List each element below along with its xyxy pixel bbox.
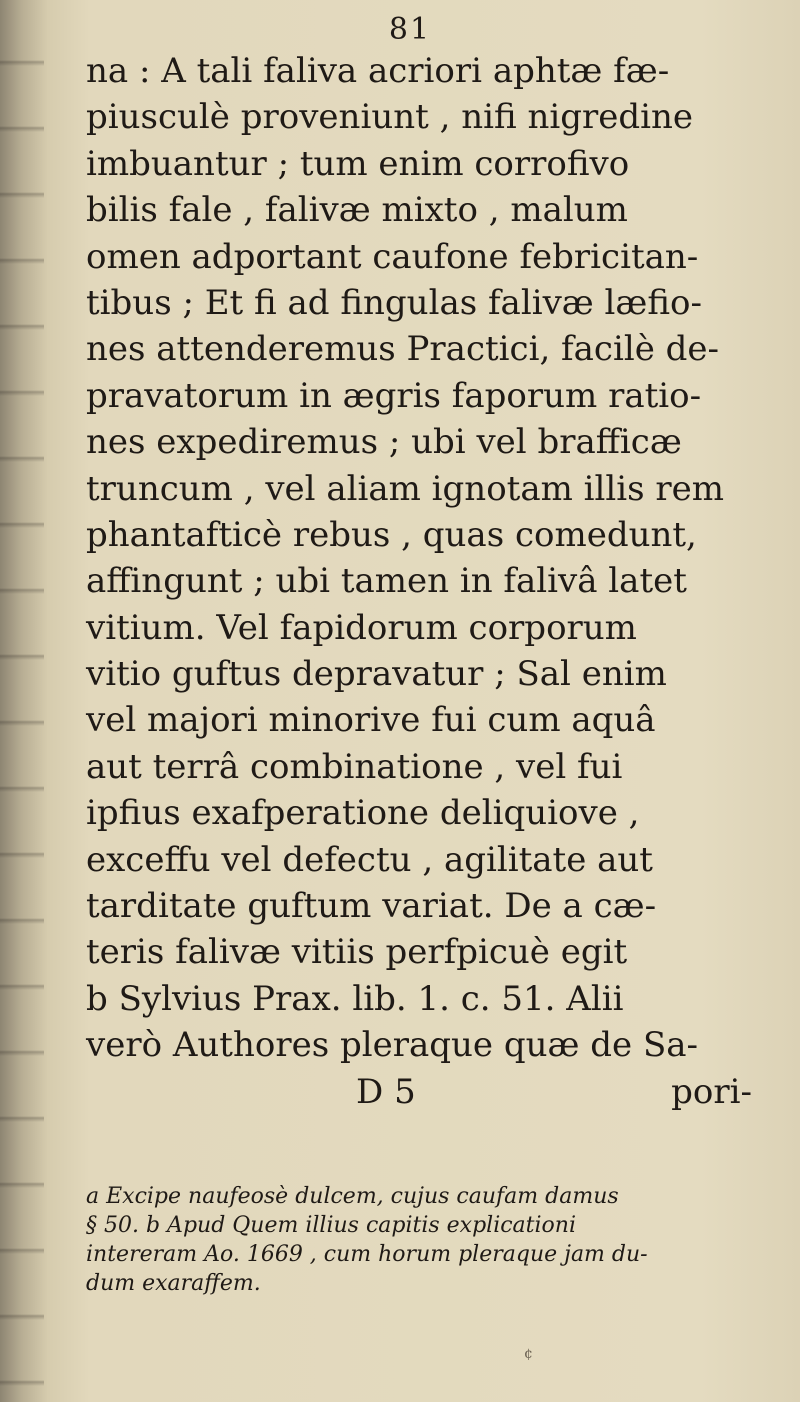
footnote-line: dum exaraffem. xyxy=(86,1271,261,1296)
text-line: pravatorum in ægris faporum ratio- xyxy=(86,375,702,416)
text-line: truncum , vel aliam ignotam illis rem xyxy=(86,468,725,509)
text-line: bilis fale , falivæ mixto , malum xyxy=(86,190,628,231)
text-line: na : A tali faliva acriori aphtæ fæ- xyxy=(86,51,670,91)
footnote-line: § 50. b Apud Quem illius capitis explicationi xyxy=(86,1213,577,1238)
text-line: imbuantur ; tum enim corrofivo xyxy=(86,143,630,184)
text-line: affingunt ; ubi tamen in falivâ latet xyxy=(86,561,687,602)
footnotes xyxy=(86,1182,786,1298)
catchword: pori- xyxy=(671,1071,752,1112)
text-line: b Sylvius Prax. lib. 1. c. 51. Alii xyxy=(86,978,624,1019)
footnote-line: intereram Ao. 1669 , cum horum pleraque jam du- xyxy=(86,1242,648,1267)
text-line: vitium. Vel fapidorum corporum xyxy=(86,607,637,648)
page-number: 81 xyxy=(388,12,432,47)
text-line: vel majori minorive fui cum aquâ xyxy=(86,700,656,741)
text-line: verò Authores pleraque quæ de Sa- xyxy=(86,1025,699,1066)
text-line: vitio guftus depravatur ; Sal enim xyxy=(86,654,667,695)
text-line: teris falivæ vitiis perfpicuè egit xyxy=(86,932,628,973)
text-line: phantafticè rebus , quas comedunt, xyxy=(86,514,697,555)
text-line: omen adportant caufone febricitan- xyxy=(86,236,699,277)
stray-mark: ¢ xyxy=(524,1346,533,1362)
main-text xyxy=(86,48,786,1115)
text-line: piusculè proveniunt , nifi nigredine xyxy=(86,97,694,138)
text-line: tibus ; Et fi ad fingulas falivæ læfio- xyxy=(86,282,703,323)
footnote-line: a Excipe naufeosè dulcem, cujus caufam damus xyxy=(86,1184,619,1209)
text-line: nes attenderemus Practici, facilè de- xyxy=(86,329,720,370)
gutter-binding xyxy=(0,0,44,1402)
text-line: aut terrâ combinatione , vel fui xyxy=(86,746,623,787)
signature-row xyxy=(86,1069,786,1115)
text-line: ipfius exafperatione deliquiove , xyxy=(86,793,640,834)
text-line: exceffu vel defectu , agilitate aut xyxy=(86,839,653,880)
text-line: nes expediremus ; ubi vel brafficæ xyxy=(86,422,682,463)
text-line: tarditate guftum variat. De a cæ- xyxy=(86,886,657,927)
signature-mark: D 5 xyxy=(356,1071,416,1112)
